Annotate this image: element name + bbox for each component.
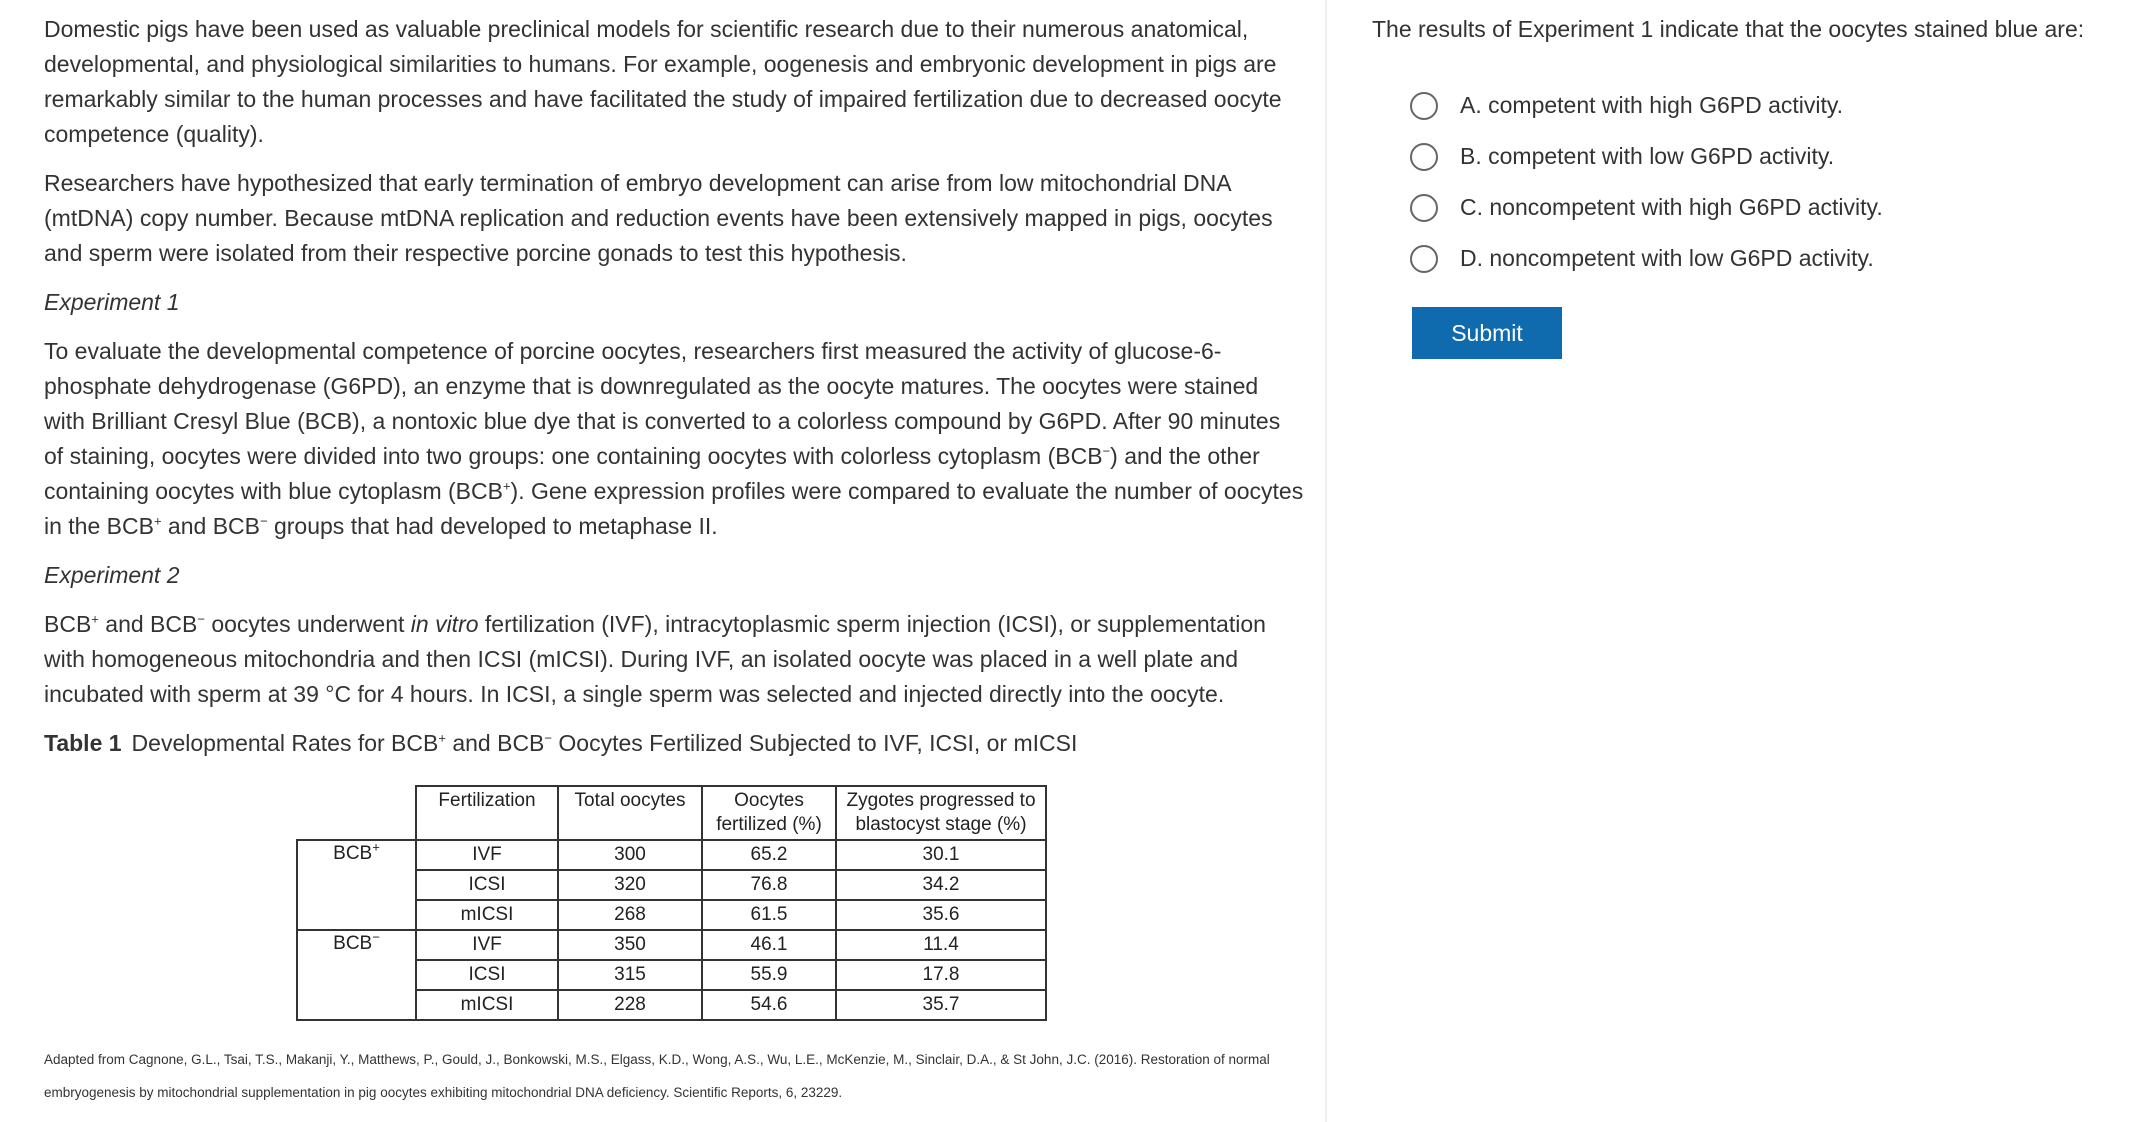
table-header-row [297,786,1046,840]
intro-paragraph-2: Researchers have hypothesized that early termination of embryo development can arise from low mitochondrial DNA (mtDNA) copy number. Because mtDNA replication and reduction events have been extensively mapped in pigs, oocytes and sperm were isolated from their respective porcine gonads to test this hypothesis. [44,170,1273,266]
option-c[interactable] [1410,182,1883,233]
radio-d[interactable] [1410,245,1438,273]
experiment-2-text: BCB+ and BCB− oocytes underwent in vitro fertilization (IVF), intracytoplasmic sperm injection (ICSI), or supplementation with homogeneous mitochondria and then ICSI (mICSI). During IVF, an isolated oocyte was placed in a well plate and incubated with sperm at 39 °C for 4 hours. In ICSI, a single sperm was selected and injected directly into the oocyte. [44,611,1266,707]
table-cell: 315 [558,960,702,990]
experiment-2-heading: Experiment 2 [44,562,180,588]
table-cell: 46.1 [702,930,836,960]
radio-c[interactable] [1410,194,1438,222]
table-cell: 17.8 [836,960,1046,990]
table-cell: 228 [558,990,702,1020]
table-cell: 65.2 [702,840,836,870]
table-cell: 11.4 [836,930,1046,960]
panel-divider [1325,0,1327,1122]
option-d-label: D. noncompetent with low G6PD activity. [1460,245,1874,271]
table-cell: 76.8 [702,870,836,900]
table-cell: ICSI [416,960,558,990]
table-cell: ICSI [416,870,558,900]
passage-panel [44,12,1304,1109]
table-cell: 300 [558,840,702,870]
table-row [297,840,1046,870]
table-caption: Table 1 Developmental Rates for BCB+ and BCB− Oocytes Fertilized Subjected to IVF, ICSI, or mICSI [44,730,1078,756]
table-cell: IVF [416,930,558,960]
header-oocytes-fertilized: Oocytes fertilized (%) [702,786,836,840]
table-cell: mICSI [416,900,558,930]
answer-options [1410,80,1883,284]
group-label: BCB+ [297,840,416,930]
table-cell: 54.6 [702,990,836,1020]
table-cell: IVF [416,840,558,870]
option-a-label: A. competent with high G6PD activity. [1460,92,1844,118]
table-cell: 268 [558,900,702,930]
submit-button[interactable]: Submit [1412,307,1562,359]
table-cell: 35.6 [836,900,1046,930]
experiment-1-heading: Experiment 1 [44,289,180,315]
table-cell: 350 [558,930,702,960]
radio-a[interactable] [1410,92,1438,120]
option-b-label: B. competent with low G6PD activity. [1460,143,1835,169]
header-fertilization: Fertilization [416,786,558,840]
table-row [297,930,1046,960]
question-prompt: The results of Experiment 1 indicate that the oocytes stained blue are: [1372,16,2085,42]
option-c-label: C. noncompetent with high G6PD activity. [1460,194,1883,220]
header-zygotes-progressed: Zygotes progressed to blastocyst stage (%) [836,786,1046,840]
table-cell: 35.7 [836,990,1046,1020]
developmental-rates-table [296,785,1047,1021]
table-cell: 30.1 [836,840,1046,870]
intro-paragraph-1: Domestic pigs have been used as valuable preclinical models for scientific research due to their numerous anatomical, developmental, and physiological similarities to humans. For example, oogenesis and embryonic development in pigs are remarkably similar to the human processes and have facilitated the study of impaired fertilization due to decreased oocyte competence (quality). [44,16,1282,147]
citation: Adapted from Cagnone, G.L., Tsai, T.S., Makanji, Y., Matthews, P., Gould, J., Bonkowski, M.S., Elgass, K.D., Wong, A.S., Wu, L.E., McKenzie, M., Sinclair, D.A., & St John, J.C. (2016). Restoration of normal embryogenesis by mitochondrial supplementation in pig oocytes exhibiting mitochondrial DNA deficiency. Scientific Reports, 6, 23229. [44,1052,1270,1100]
table-cell: 34.2 [836,870,1046,900]
radio-b[interactable] [1410,143,1438,171]
option-b[interactable] [1410,131,1883,182]
table-cell: 320 [558,870,702,900]
group-label: BCB− [297,930,416,1020]
option-d[interactable] [1410,233,1883,284]
table-cell: 61.5 [702,900,836,930]
header-total-oocytes: Total oocytes [558,786,702,840]
table-cell: 55.9 [702,960,836,990]
table-cell: mICSI [416,990,558,1020]
option-a[interactable] [1410,80,1883,131]
experiment-1-text: To evaluate the developmental competence of porcine oocytes, researchers first measured the activity of glucose-6-phosphate dehydrogenase (G6PD), an enzyme that is downregulated as the oocyte matures. The oocytes were stained with Brilliant Cresyl Blue (BCB), a nontoxic blue dye that is converted to a colorless compound by G6PD. After 90 minutes of staining, oocytes were divided into two groups: one containing oocytes with colorless cytoplasm (BCB−) and the other containing oocytes with blue cytoplasm (BCB+). Gene expression profiles were compared to evaluate the number of oocytes in the BCB+ and BCB− groups that had developed to metaphase II. [44,338,1304,539]
